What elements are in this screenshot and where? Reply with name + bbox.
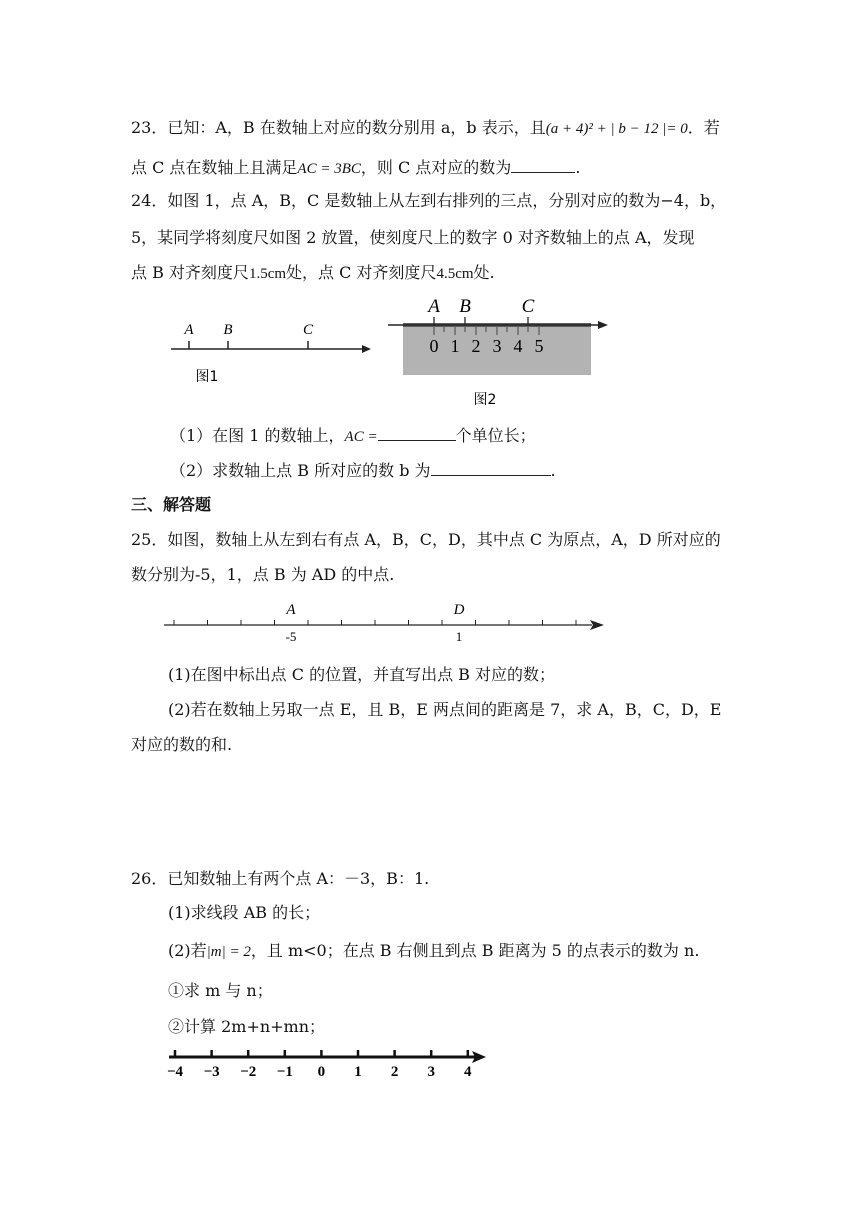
measure-b: 1.5cm (248, 266, 287, 282)
ruler-number: 1 (450, 336, 460, 356)
fig2-label-a: A (428, 296, 440, 317)
q24-sub1 (170, 425, 536, 448)
q26-ticks (167, 1050, 472, 1080)
q23-line2 (131, 157, 580, 180)
q23-equation: (a + 4)² + | b − 12 |= 0 (545, 121, 688, 137)
q24-sub1-text: （1）在图 1 的数轴上， (170, 426, 345, 445)
q26-sub2 (168, 940, 699, 963)
q25-line1: 25．如图，数轴上从左到右有点 A，B，C，D，其中点 C 为原点，A，D 所对应的 (131, 530, 721, 549)
q25-sub1: (1)在图中标出点 C 的位置，并直写出点 B 对应的数； (168, 665, 556, 684)
q23-line1 (131, 117, 720, 140)
q23-condition: AC = 3BC (297, 161, 361, 177)
q24-text: 点 B 对齐刻度尺 (131, 263, 249, 282)
fig2-caption: 图2 (473, 392, 497, 408)
q26-tick-label: 4 (464, 1064, 472, 1080)
fig1-label-c: C (302, 322, 314, 338)
q26-number-line (164, 1046, 490, 1080)
q26-item1: ①求 m 与 n； (168, 981, 273, 1000)
q26-tick-label: −2 (240, 1064, 257, 1080)
answer-blank[interactable] (431, 460, 551, 476)
q23-period: . (575, 158, 581, 177)
answer-blank[interactable] (378, 425, 456, 441)
fig1-arrow-icon (362, 345, 371, 353)
ruler-number: 2 (471, 336, 481, 356)
q23-text: 点 C 点在数轴上且满足 (131, 158, 298, 177)
q26-tick-label: −4 (166, 1064, 184, 1080)
q24-sub2-text: （2）求数轴上点 B 所对应的数 b 为 (170, 461, 431, 480)
q25-line2: 数分别为-5，1，点 B 为 AD 的中点. (131, 565, 395, 584)
q25-sub2-line2: 对应的数的和. (131, 735, 233, 754)
q23-text-suffix: ．若 (687, 118, 720, 137)
ruler-number: 4 (513, 336, 523, 356)
q26-sub2-math: |m| = 2 (206, 944, 251, 960)
fig2-label-b: B (459, 296, 471, 317)
q25-sub2-line1: (2)若在数轴上另取一点 E，且 B，E 两点间的距离是 7，求 A，B，C，D，E (168, 700, 722, 719)
fig2-arrow-icon (598, 321, 608, 329)
q26-sub1: (1)求线段 AB 的长； (168, 903, 321, 922)
fig1-label-b: B (223, 322, 233, 338)
q24-line2: 5，某同学将刻度尺如图 2 放置，使刻度尺上的数字 0 对齐数轴上的点 A，发现 (131, 228, 695, 247)
section-title: 三、解答题 (131, 495, 212, 514)
q25-label-d: D (453, 602, 465, 618)
q24-sub1-math: AC = (344, 429, 378, 445)
q24-line1: 24．如图 1，点 A，B，C 是数轴上从左到右排列的三点，分别对应的数为−4，b， (131, 191, 727, 210)
q25-value-a: -5 (285, 629, 297, 644)
q24-line3 (131, 262, 495, 285)
q25-arrow-icon (590, 620, 604, 630)
figure-1 (165, 312, 380, 388)
fig1-label-a: A (184, 322, 194, 338)
q23-text: ，则 C 点对应的数为 (360, 158, 512, 177)
q26-sub2-text: (2)若 (168, 941, 207, 960)
q24-sub2 (170, 460, 556, 482)
q25-ticks (174, 620, 576, 625)
ruler-number: 5 (534, 336, 544, 356)
figure-2 (386, 290, 612, 414)
q26-sub2-suffix: ，且 m<0；在点 B 右侧且到点 B 距离为 5 的点表示的数为 n. (250, 941, 700, 960)
q26-line1: 26．已知数轴上有两个点 A：－3，B：1. (131, 869, 430, 888)
q26-item2: ②计算 2m+n+mn； (168, 1017, 326, 1036)
q26-tick-label: 1 (354, 1064, 362, 1080)
q26-tick-label: 0 (317, 1064, 326, 1080)
q23-text: 23．已知：A，B 在数轴上对应的数分别用 a，b 表示，且 (131, 118, 546, 137)
measure-c: 4.5cm (436, 266, 474, 282)
ruler-number: 3 (492, 336, 502, 356)
q26-tick-label: 2 (390, 1064, 399, 1080)
q25-value-d: 1 (455, 629, 463, 644)
q26-tick-label: −1 (276, 1064, 293, 1080)
q25-number-line (160, 598, 608, 648)
q24-sub1-suffix: 个单位长； (455, 426, 536, 445)
answer-blank[interactable] (511, 157, 575, 173)
q26-tick-label: −3 (203, 1064, 220, 1080)
ruler-number: 0 (429, 336, 439, 356)
q25-label-a: A (286, 602, 296, 618)
fig2-label-c: C (521, 296, 535, 317)
q26-tick-label: 3 (427, 1064, 435, 1080)
fig1-caption: 图1 (195, 369, 219, 385)
q24-sub2-suffix: . (550, 461, 556, 480)
q24-text: 处，点 C 对齐刻度尺 (286, 263, 437, 282)
q24-text: 处. (473, 263, 495, 282)
